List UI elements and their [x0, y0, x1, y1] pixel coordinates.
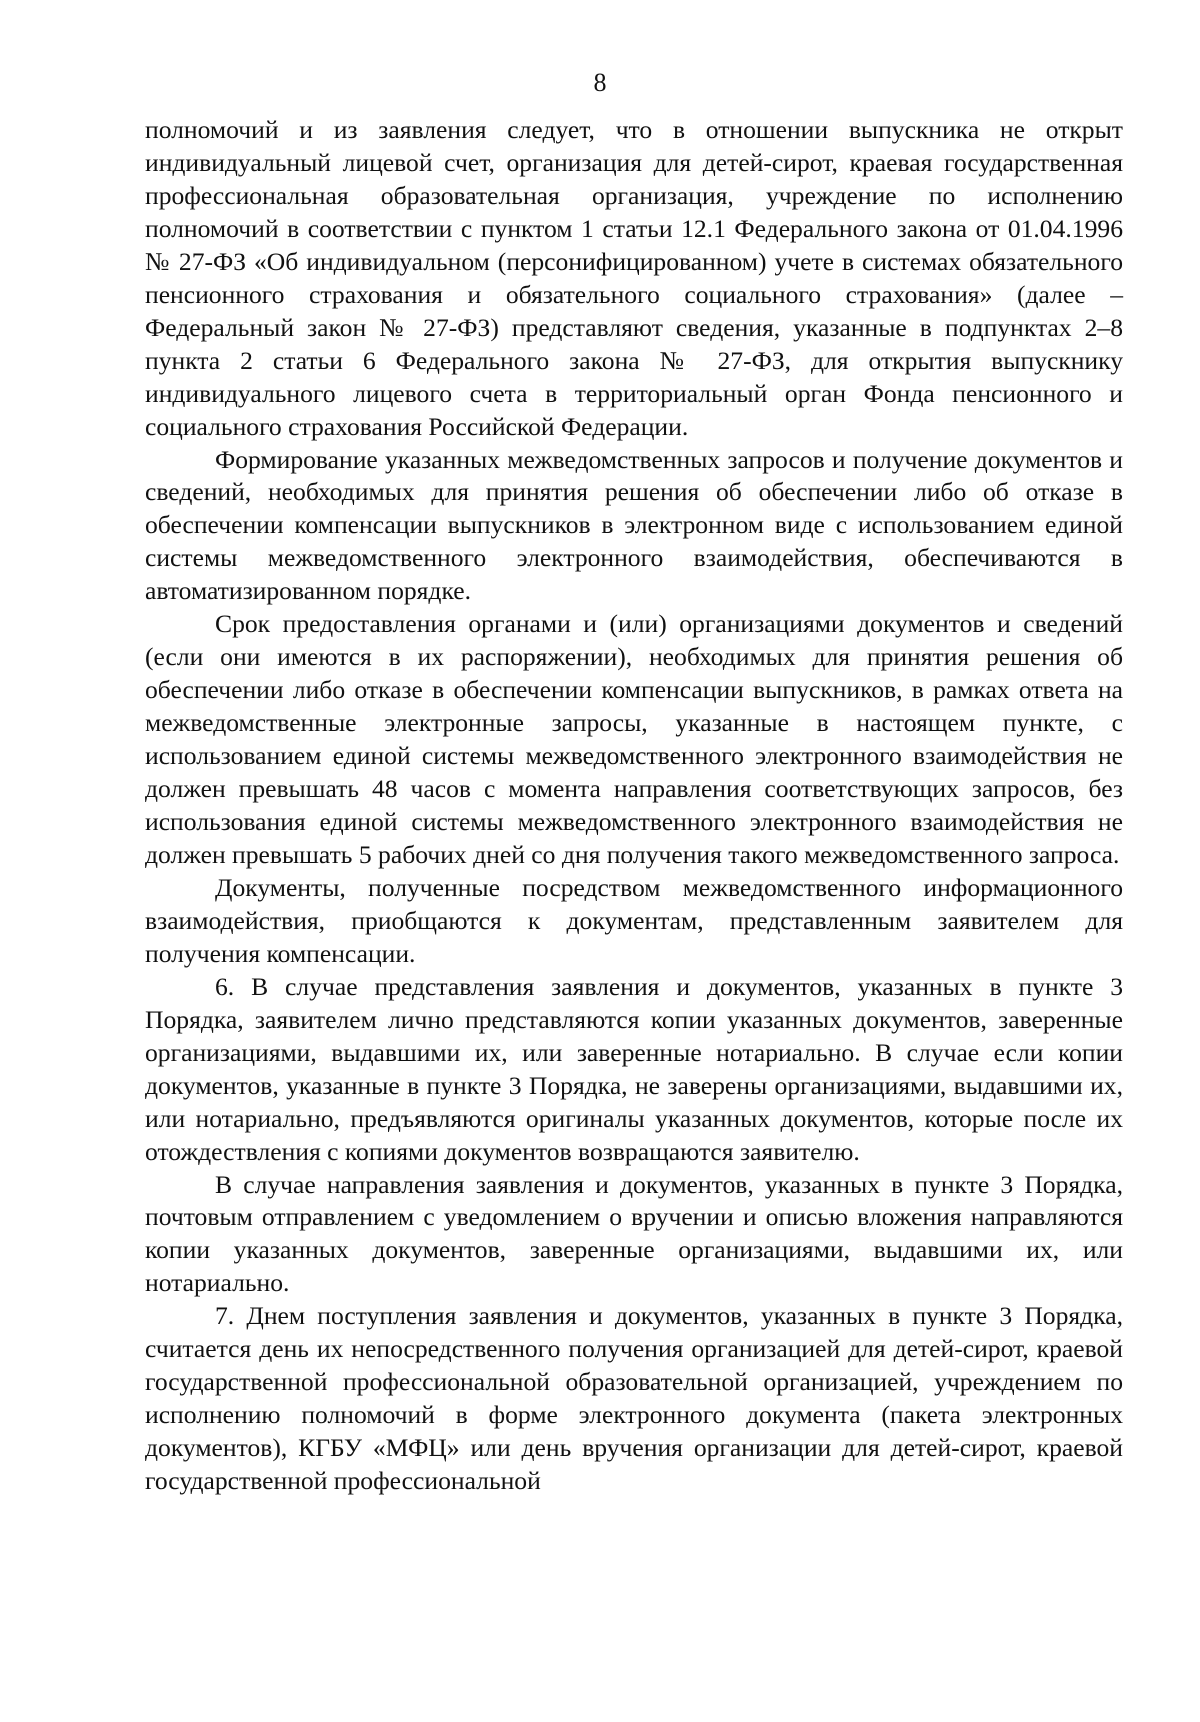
paragraph-2: Формирование указанных межведомственных запросов и получение документов и сведений, необходимых для принятия решения об обеспечении либо об отказе в обеспечении компенсации выпускников в электронном виде с использованием единой системы межведомственного электронного взаимодействия, обеспечиваются в автоматизированном порядке. [145, 444, 1123, 606]
paragraph-1: полномочий и из заявления следует, что в отношении выпускника не открыт индивидуальный лицевой счет, организация для детей-сирот, краевая государственная профессиональная образовательная организация, учреждение по исполнению полномочий в соответствии с пунктом 1 статьи 12.1 Федерального закона от 01.04.1996 № 27-ФЗ «Об индивидуальном (персонифицированном) учете в системах обязательного пенсионного страхования и обязательного социального страхования» (далее – Федеральный закон № 27-ФЗ) представляют сведения, указанные в подпунктах 2–8 пункта 2 статьи 6 Федерального закона № 27-ФЗ, для открытия выпускнику индивидуального лицевого счета в территориальный орган Фонда пенсионного и социального страхования Российской Федерации. [145, 115, 1123, 441]
paragraph-4: Документы, полученные посредством межведомственного информационного взаимодействия, приобщаются к документам, представленным заявителем для получения компенсации. [145, 872, 1123, 968]
paragraph-5: 6. В случае представления заявления и документов, указанных в пункте 3 Порядка, заявителем лично представляются копии указанных документов, заверенные организациями, выдавшими их, или заверенные нотариально. В случае если копии документов, указанные в пункте 3 Порядка, не заверены организациями, выдавшими их, или нотариально, предъявляются оригиналы указанных документов, которые после их отождествления с копиями документов возвращаются заявителю. [145, 971, 1123, 1166]
paragraph-3: Срок предоставления органами и (или) организациями документов и сведений (если они имеются в их распоряжении), необходимых для принятия решения об обеспечении либо отказе в обеспечении компенсации выпускников, в рамках ответа на межведомственные электронные запросы, указанные в настоящем пункте, с использованием единой системы межведомственного электронного взаимодействия не должен превышать 48 часов с момента направления соответствующих запросов, без использования единой системы межведомственного электронного взаимодействия не должен превышать 5 рабочих дней со дня получения такого межведомственного запроса. [145, 609, 1123, 869]
page-number: 8 [593, 68, 607, 97]
paragraph-7: 7. Днем поступления заявления и документов, указанных в пункте 3 Порядка, считается день их непосредственного получения организацией для детей-сирот, краевой государственной профессиональной образовательной организацией, учреждением по исполнению полномочий в форме электронного документа (пакета электронных документов), КГБУ «МФЦ» или день вручения организации для детей-сирот, краевой государственной профессиональной [145, 1301, 1123, 1496]
document-body [145, 114, 1123, 1498]
paragraph-6: В случае направления заявления и документов, указанных в пункте 3 Порядка, почтовым отправлением с уведомлением о вручении и описью вложения направляются копии указанных документов, заверенные организациями, выдавшими их, или нотариально. [145, 1169, 1123, 1298]
